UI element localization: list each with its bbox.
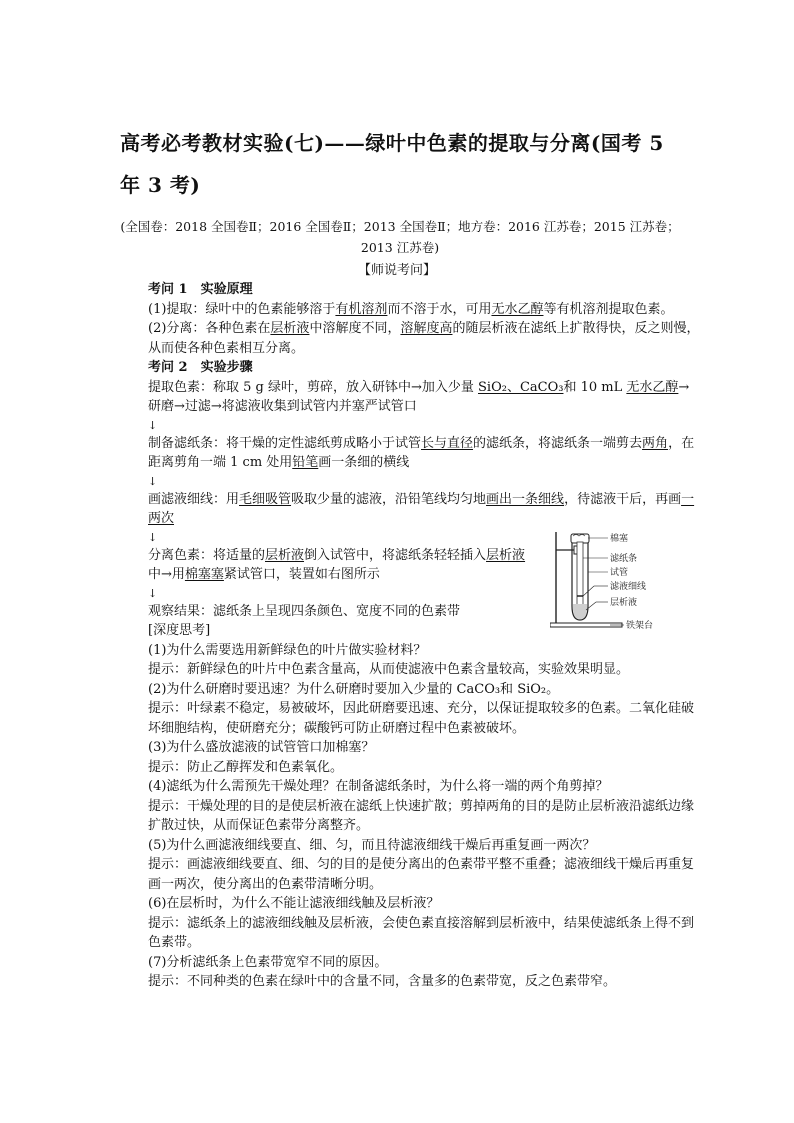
text: (2)分离：各种色素在	[148, 321, 271, 336]
section-label: 【师说考问】	[357, 263, 436, 278]
flow-arrow: ↓	[148, 530, 158, 544]
text: ，待滤液干后，再画	[564, 491, 682, 507]
step-observe: 观察结果：滤纸条上呈现四条颜色、宽度不同的色素带	[148, 603, 461, 619]
deep-thinking-list	[148, 641, 702, 992]
text: 提取色素：称取 5 g 绿叶，剪碎，放入研钵中→加入少量	[148, 379, 479, 395]
hint-2: 提示：叶绿素不稳定，易被破坏，因此研磨要迅速、充分，以保证提取较多的色素。二氧化硅破坏细胞结构，使研磨充分；碳酸钙可防止研磨过程中色素被破坏。	[148, 701, 695, 736]
key-term: 层析液	[486, 547, 526, 563]
text: 制备滤纸条：将干燥的定性滤纸剪成略小于试管	[148, 435, 422, 451]
key-term: 无水乙醇	[626, 379, 679, 395]
key-term: 有机溶剂	[335, 301, 388, 317]
text: (1)提取：绿叶中的色素能够溶于	[148, 301, 336, 317]
label-stand: 铁架台	[626, 621, 654, 631]
text: 中→用	[148, 567, 185, 582]
filter-paper-strip	[577, 542, 583, 612]
key-term: 棉塞塞	[184, 567, 224, 582]
key-term: 铅笔	[292, 455, 319, 470]
text: 的随层析液在滤纸上扩散得快，反之则慢，从而使各种色素相互分离。	[148, 321, 700, 356]
text: 中溶解度不同，	[309, 321, 401, 336]
hint-3: 提示：防止乙醇挥发和色素氧化。	[148, 759, 344, 775]
key-term: 画出一条细线	[486, 491, 565, 507]
text: 画滤液细线：用	[148, 491, 240, 507]
flow-arrow: ↓	[148, 418, 158, 432]
question-2: (2)为什么研磨时要迅速？为什么研磨时要加入少量的 CaCO₃和 SiO₂。	[148, 681, 560, 697]
flow-arrow: ↓	[148, 586, 158, 600]
q1-extraction	[148, 300, 702, 320]
text: 紧试管口，装置如右图所示	[223, 567, 380, 582]
solvent	[573, 604, 587, 619]
key-term: 层析液	[265, 547, 305, 563]
text: 画一条细的横线	[318, 455, 410, 470]
question-4: (4)滤纸为什么需预先干燥处理？在制备滤纸条时，为什么将一端的两个角剪掉？	[148, 779, 609, 794]
page-title: 高考必考教材实验(七)——绿叶中色素的提取与分离(国考 5 年 3 考)	[120, 131, 664, 197]
q2-heading: 考问 2 实验步骤	[148, 360, 253, 375]
flow-arrow: ↓	[148, 474, 158, 488]
question-5: (5)为什么画滤液细线要直、细、匀，而且待滤液细线干燥后再重复画一两次？	[148, 837, 596, 853]
text: 而不溶于水，可用	[387, 301, 492, 317]
hint-4: 提示：干燥处理的目的是使层析液在滤纸上快速扩散；剪掉两角的目的是防止层析液沿滤纸边缘扩散过快，从而保证色素带分离整齐。	[148, 798, 695, 833]
text: 分离色素：将适量的	[148, 547, 266, 563]
text: 和 10 mL	[563, 379, 627, 395]
key-term: 无水乙醇	[491, 301, 544, 317]
hint-1: 提示：新鲜绿色的叶片中色素含量高，从而使滤液中色素含量较高，实验效果明显。	[148, 662, 630, 677]
text: →研磨→过滤→将滤液收集到试管内并塞严试管口	[148, 379, 690, 414]
hint-5: 提示：画滤液细线要直、细、匀的目的是使分离出的色素带平整不重叠；滤液细线干燥后再重复画一两次，使分离出的色素带清晰分明。	[148, 857, 695, 892]
step-prepare-paper	[148, 434, 702, 473]
question-1: (1)为什么需要选用新鲜绿色的叶片做实验材料？	[148, 642, 427, 658]
key-term: 两角	[642, 435, 669, 451]
question-7: (7)分析滤纸条上色素带宽窄不同的原因。	[148, 954, 388, 970]
chromatography-apparatus-figure	[550, 528, 680, 636]
text: ，在距离剪角一端 1 cm 处用	[148, 435, 695, 470]
apparatus-diagram	[550, 528, 680, 636]
label-solvent: 层析液	[610, 598, 638, 608]
text: 的滤纸条，将滤纸条一端剪去	[473, 435, 643, 451]
key-term: SiO₂、CaCO₃	[478, 379, 564, 395]
key-term: 长与直径	[421, 435, 474, 451]
step-separate	[148, 546, 538, 585]
text: 等有机溶剂提取色素。	[543, 301, 674, 317]
question-6: (6)在层析时，为什么不能让滤液细线触及层析液？	[148, 896, 440, 911]
q1-heading: 考问 1 实验原理	[148, 282, 253, 297]
text: 倒入试管中，将滤纸条轻轻插入	[304, 547, 487, 563]
label-sample-line: 滤液细线	[610, 582, 647, 592]
question-3: (3)为什么盛放滤液的试管管口加棉塞？	[148, 740, 375, 755]
q1-separation	[148, 319, 702, 358]
step-draw-line	[148, 490, 702, 529]
step-extract	[148, 378, 702, 417]
label-cotton: 棉塞	[610, 534, 629, 544]
text: 吸取少量的滤液，沿铅笔线均匀地	[291, 491, 487, 507]
key-term: 层析液	[270, 321, 310, 336]
key-term: 毛细吸管	[239, 491, 292, 507]
label-filter-strip: 滤纸条	[610, 554, 638, 564]
exam-sources: (全国卷：2018 全国卷Ⅱ；2016 全国卷Ⅱ；2013 全国卷Ⅱ；地方卷：2016 江苏卷；2015 江苏卷；2013 江苏卷)	[120, 219, 680, 255]
key-term: 溶解度高	[400, 321, 453, 336]
key-term: 一两次	[148, 491, 695, 526]
hint-7: 提示：不同种类的色素在绿叶中的含量不同，含量多的色素带宽，反之色素带窄。	[148, 974, 617, 989]
label-test-tube: 试管	[610, 568, 629, 578]
hint-6: 提示：滤纸条上的滤液细线触及层析液，会使色素直接溶解到层析液中，结果使滤纸条上得不到色素带。	[148, 915, 695, 950]
deep-thinking-label: [深度思考]	[148, 623, 211, 638]
